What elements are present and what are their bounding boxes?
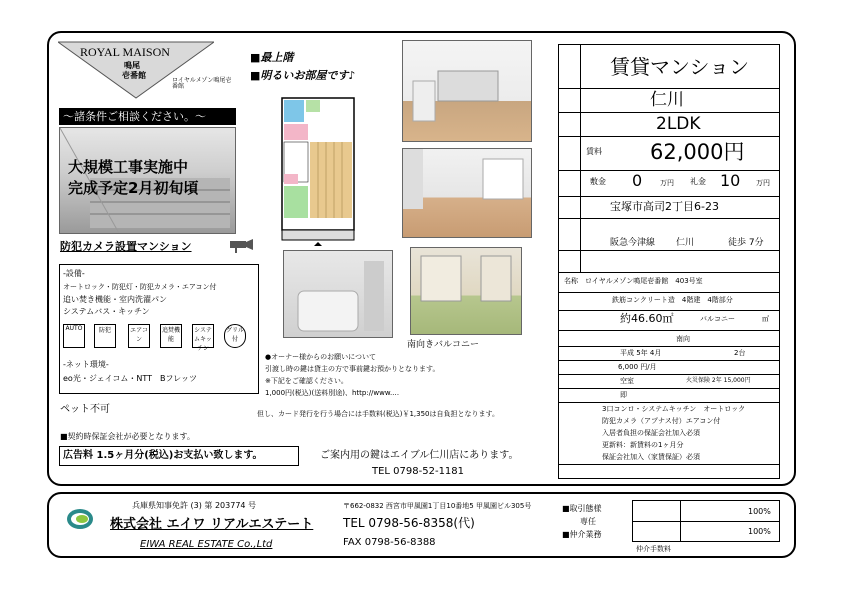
icon-label-aircon: エアコン <box>130 327 148 343</box>
insurance: 火災保険 2年 15,000円 <box>686 377 751 384</box>
row-sep-13 <box>558 360 780 361</box>
property-built: 平成 5年 4月 <box>620 349 662 357</box>
bath-photo <box>283 250 393 338</box>
company-name: 株式会社 エイワ リアルエステート <box>110 517 314 532</box>
property-table-divider <box>580 44 581 272</box>
row-sep-1 <box>558 88 780 89</box>
facilities2: 防犯カメラ（アプナス付）エアコン付 <box>602 417 721 425</box>
row-sep-15 <box>558 388 780 389</box>
company-license: 兵庫県知事免許 (3) 第 203774 号 <box>132 501 257 510</box>
company-role1: ■取引態様 <box>562 504 602 513</box>
equipment-title: -設備- <box>63 269 85 278</box>
property-category: 賃貸マンション <box>610 55 750 79</box>
brand-logo <box>58 40 214 100</box>
tagline-top: ■最上階 <box>250 51 294 64</box>
commission-divider <box>680 500 681 542</box>
construction-line1: 大規模工事実施中 <box>68 158 189 176</box>
brand-name: ROYAL MAISON <box>80 45 170 59</box>
equipment-line1: オートロック・防犯灯・防犯カメラ・エアコン付 <box>63 283 217 291</box>
security-icon <box>94 324 116 348</box>
property-address: 宝塚市高司2丁目6-23 <box>610 200 719 213</box>
renew-note: 更新料：新賃料の1ヶ月分 <box>602 441 684 449</box>
key-tel: TEL 0798-52-1181 <box>372 466 465 477</box>
management-fee: 6,000 円/月 <box>618 363 657 371</box>
grill-icon <box>224 324 246 348</box>
icon-label-reheat: 追焚機能 <box>161 327 180 343</box>
notice-text: ～諸条件ご相談ください。～ <box>63 110 206 123</box>
property-parking: 2台 <box>734 349 746 357</box>
property-area: 約46.60㎡ <box>620 312 674 325</box>
row-sep-7 <box>558 250 780 251</box>
construction-line2: 完成予定2月初旬頃 <box>68 179 199 197</box>
tagline-sub: ■明るいお部屋です♪ <box>250 69 356 82</box>
company-address: 〒662-0832 西宮市甲風園1丁目10番地5 甲風園ビル305号 <box>343 502 532 510</box>
key-info: ご案内用の鍵はエイブル仁川店にあります。 <box>320 450 519 461</box>
tatami-photo <box>410 247 522 335</box>
contract-note: 入居者負担の保証会社加入必須 <box>602 429 700 437</box>
deposit-label: 敷金 <box>590 177 606 186</box>
commission-pct1: 100% <box>748 507 771 516</box>
camera-title: 防犯カメラ設置マンション <box>60 240 192 253</box>
move-in: 即 <box>620 391 627 399</box>
row-sep-3 <box>558 136 780 137</box>
row-sep-2 <box>558 112 780 113</box>
deposit-value: 0 <box>632 171 643 190</box>
system-kitchen-icon <box>192 324 214 352</box>
row-sep-10 <box>558 310 780 311</box>
rent-label: 賃料 <box>586 147 602 156</box>
property-walk: 徒歩 7分 <box>728 238 764 248</box>
property-structure: 鉄筋コンクリート造 4階建 4階部分 <box>612 296 733 304</box>
property-layout: 2LDK <box>656 114 701 134</box>
current-status: 空室 <box>620 377 634 385</box>
row-sep-8 <box>558 272 780 273</box>
property-direction: 南向 <box>676 335 690 343</box>
equipment-line3: システムバス・キッチン <box>63 307 150 316</box>
notes-line5: 但し、カード発行を行う場合には手数料(税込)￥1,350は自負担となります。 <box>257 410 499 418</box>
company-fax: FAX 0798-56-8388 <box>343 537 436 548</box>
row-sep-17 <box>558 464 780 465</box>
row-sep-14 <box>558 374 780 375</box>
reheat-icon <box>160 324 182 348</box>
company-role2: 専任 <box>580 517 596 526</box>
icon-label-kitchen: システムキッチン <box>194 327 212 352</box>
company-name-en: EIWA REAL ESTATE Co.,Ltd <box>140 539 273 550</box>
row-sep-16 <box>558 402 780 403</box>
brand-sub1: 鳴尾 <box>124 61 140 70</box>
net-title: -ネット環境- <box>63 360 109 369</box>
commission-sep <box>632 521 780 522</box>
notes-line1: ●オーナー様からのお願いについて <box>265 353 376 361</box>
property-nearest: 仁川 <box>676 238 695 248</box>
deposit-unit: 万円 <box>660 179 674 187</box>
floor-plan <box>280 96 358 246</box>
commission-pct2: 100% <box>748 527 771 536</box>
auto-lock-icon <box>63 324 85 348</box>
facilities: 3口コンロ・システムキッチン オートロック <box>602 405 746 413</box>
key-money-value: 10 <box>720 171 741 190</box>
notes-line4: 1,000円(税込)(送料別途)、http://www.… <box>265 389 400 397</box>
icon-label-grill: グリル付 <box>225 327 244 343</box>
brand-sub2: 壱番館 <box>122 71 146 80</box>
misc-note: 保証会社加入（家賃保証）必須 <box>602 453 700 461</box>
balcony-label: バルコニー <box>700 315 735 323</box>
icon-label-auto: AUTO <box>65 325 83 332</box>
notes-line3: ※下記をご確認ください。 <box>265 377 348 385</box>
living-photo <box>402 148 532 238</box>
aircon-icon <box>128 324 150 348</box>
company-logo-icon <box>66 508 94 530</box>
key-money-label: 礼金 <box>690 177 706 186</box>
notes-line2: 引渡し時の鍵は貸主の方で事前鍵お預かりとなります。 <box>265 365 440 373</box>
kitchen-photo <box>402 40 532 142</box>
row-sep-12 <box>558 346 780 347</box>
rent-value: 62,000円 <box>650 140 745 164</box>
equipment-line2: 追い焚き機能・室内洗濯パン <box>63 295 167 304</box>
commission-label: 仲介手数料 <box>636 545 671 553</box>
ad-text: 広告料 1.5ヶ月分(税込)お支払い致します。 <box>63 450 263 461</box>
pets: ペット不可 <box>60 404 110 415</box>
property-building: 名称 ロイヤルメゾン鳴尾壱番館 403号室 <box>564 277 703 285</box>
row-sep-5 <box>558 196 780 197</box>
row-sep-6 <box>558 218 780 219</box>
row-sep-9 <box>558 292 780 293</box>
guarantor-note: ■契約時保証会社が必要となります。 <box>60 432 195 441</box>
company-role3: ■仲介業務 <box>562 530 602 539</box>
brand-kana: ロイヤルメゾン鳴尾壱番館 <box>172 77 232 90</box>
camera-icon <box>228 238 254 254</box>
property-station: 仁川 <box>650 90 684 110</box>
net-line: eo光・ジェイコム・NTT Bフレッツ <box>63 374 198 383</box>
key-money-unit: 万円 <box>756 179 770 187</box>
property-line: 阪急今津線 <box>610 238 656 248</box>
row-sep-4 <box>558 170 780 171</box>
area-unit: ㎡ <box>762 315 769 323</box>
company-tel: TEL 0798-56-8358(代) <box>343 516 475 530</box>
balcony-caption: 南向きバルコニー <box>407 340 480 350</box>
row-sep-11 <box>558 330 780 331</box>
icon-label-security: 防犯 <box>98 327 111 334</box>
